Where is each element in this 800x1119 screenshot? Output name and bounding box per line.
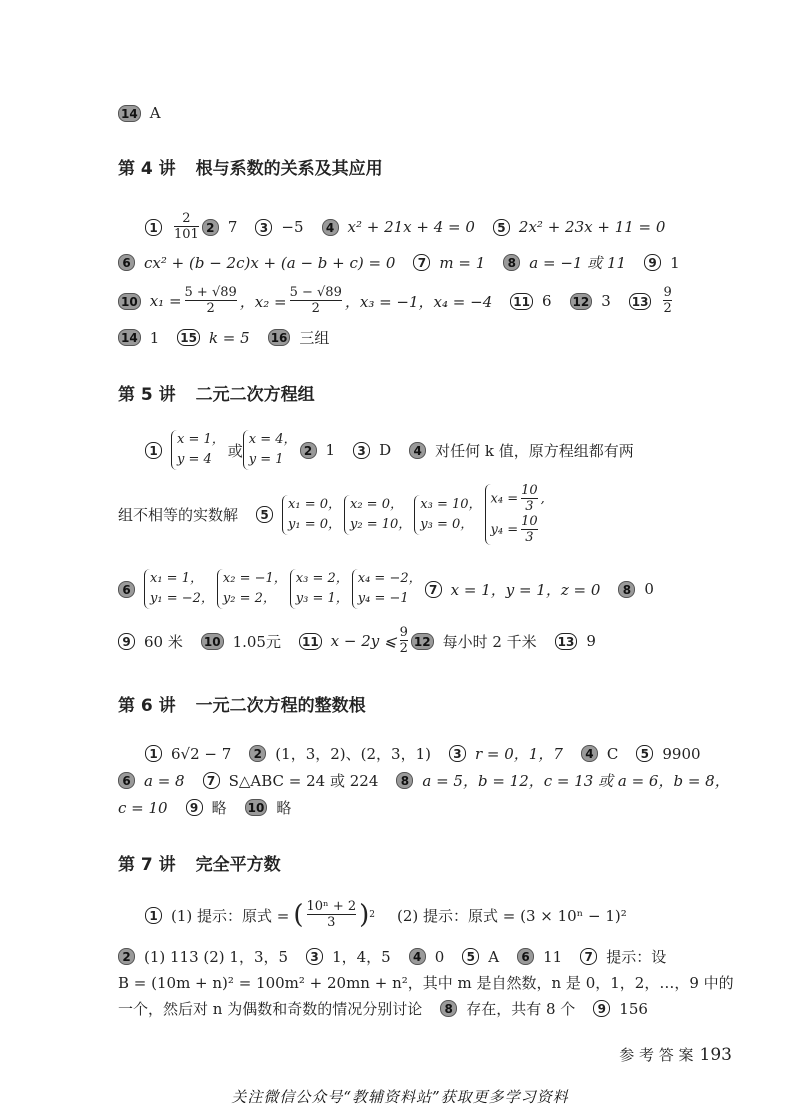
equation-system: x₃ = 2， y₃ = 1， — [290, 569, 349, 609]
answer-value: ，x₃ = −1，x₄ = −4 — [344, 292, 493, 311]
fraction: $\frac{5 - √89}{2}$ — [289, 285, 342, 316]
answer-number-badge: 6 — [118, 254, 135, 271]
answer-value: x₁ = — [149, 292, 182, 310]
answer-value: (1) 113 (2) 1，3，5 — [144, 948, 289, 966]
answer-value: 1 — [149, 328, 160, 347]
answer-value: (1) 提示：原式 = — [171, 906, 290, 925]
answer-number-badge: 6 — [517, 948, 534, 965]
answer-value: 提示：设 — [606, 948, 667, 966]
answer-number-badge: 7 — [580, 948, 597, 965]
lecture-number: 第 7 讲 — [118, 855, 176, 875]
answer-value: 9 — [586, 632, 596, 650]
answer-number-badge: 9 — [118, 633, 135, 650]
answer-value: 3 — [601, 292, 611, 310]
equation-system: x = 1， y = 4 — [171, 430, 225, 470]
answer-value: k = 5 — [208, 328, 250, 347]
answer-line — [145, 743, 701, 764]
fraction: $\frac{2}{101}$ — [174, 211, 199, 242]
section-heading — [118, 691, 366, 716]
answer-number-badge: 3 — [306, 948, 323, 965]
answer-number-badge: 5 — [462, 948, 479, 965]
equation-system: x₄ = −2， y₄ = −1 — [352, 569, 422, 609]
answer-value: −5 — [281, 218, 304, 236]
answer-number-badge: 2 — [300, 442, 317, 459]
answer-value: B = (10m + n)² = 100m² + 20mn + n²，其中 m 是自然数，n 是 0，1，2，…，9 中的 — [118, 974, 734, 992]
answer-number-badge: 4 — [409, 442, 426, 459]
answer-value: C — [606, 744, 619, 763]
answer-value: a = −1 或 11 — [529, 254, 627, 272]
answer-value: 略 — [276, 799, 292, 817]
answer-number-badge: 1 — [145, 907, 162, 924]
answer-value: m = 1 — [439, 253, 486, 272]
answer-number-badge: 14 — [118, 105, 141, 122]
page-footer — [619, 1044, 732, 1065]
answer-value: 对任何 k 值，原方程组都有两 — [435, 441, 634, 460]
answer-number-badge: 16 — [268, 329, 291, 346]
answer-line — [118, 569, 654, 609]
answer-number-badge: 2 — [202, 219, 219, 236]
fraction: $\frac{\text{10ⁿ + 2}}{3}$ — [306, 899, 357, 930]
answer-line: 1 (1) 提示：原式 = ( $\frac{\text{10ⁿ + 2}}{3}$ ) 2 (2) 提示：原式 = (3 × 10ⁿ − 1)² — [145, 900, 627, 930]
answer-number-badge: 3 — [353, 442, 370, 459]
answer-value: 2x² + 23x + 11 = 0 — [518, 218, 666, 236]
answer-value: (1，3，2)、(2，3，1) — [275, 745, 431, 763]
equation-system: x₃ = 10， y₃ = 0， — [414, 495, 481, 535]
answer-value: (2) 提示：原式 = (3 × 10ⁿ − 1)² — [397, 906, 627, 925]
equation-system: x₁ = 0， y₁ = 0， — [282, 495, 341, 535]
equation-system: x = 4， y = 1 — [243, 430, 297, 470]
answer-line — [118, 972, 734, 993]
fraction: $\frac{5 + √89}{2}$ — [184, 285, 237, 316]
section-heading — [118, 154, 383, 179]
lecture-title: 二元二次方程组 — [195, 385, 315, 405]
answer-number-badge: 12 — [570, 293, 593, 310]
section-heading — [118, 850, 281, 875]
answer-value: 6 — [541, 292, 552, 310]
answer-line — [118, 484, 548, 545]
answer-value: 或 — [227, 441, 243, 460]
fraction: $\frac{9}{2}$ — [663, 285, 672, 316]
footer-label: 参 考 答 案 — [619, 1046, 694, 1064]
answer-number-badge: 5 — [636, 745, 653, 762]
equation-system: x₂ = 0， y₂ = 10， — [344, 495, 411, 535]
answer-value: 0 — [434, 947, 445, 966]
answer-value: 1 — [325, 441, 336, 459]
answer-number-badge: 13 — [629, 293, 652, 310]
answer-value: 156 — [619, 999, 648, 1018]
answer-number-badge: 7 — [425, 581, 442, 598]
answer-number-badge: 10 — [245, 799, 268, 816]
answer-number-badge: 4 — [322, 219, 339, 236]
equation-system: x₁ = 1， y₁ = −2， — [144, 569, 214, 609]
answer-line — [118, 626, 596, 656]
answer-number-badge: 10 — [201, 633, 224, 650]
answer-value: 略 — [211, 799, 227, 817]
answer-value: x − 2y ⩽ — [330, 632, 397, 650]
answer-value: A — [149, 104, 161, 122]
answer-number-badge: 5 — [256, 506, 273, 523]
lecture-number: 第 5 讲 — [118, 385, 176, 405]
watermark-text: 关注微信公众号“教辅资料站”获取更多学习资料 — [231, 1088, 569, 1106]
answer-number-badge: 3 — [449, 745, 466, 762]
answer-line — [118, 104, 161, 122]
equation-system: x₂ = −1， y₂ = 2， — [217, 569, 287, 609]
answer-value: x² + 21x + 4 = 0 — [347, 218, 475, 236]
lecture-number: 第 6 讲 — [118, 696, 176, 716]
answer-line — [118, 252, 680, 273]
answer-number-badge: 9 — [186, 799, 203, 816]
answer-value: x = 1，y = 1，z = 0 — [450, 580, 601, 599]
answer-number-badge: 7 — [203, 772, 220, 789]
fraction: $\frac{9}{2}$ — [399, 625, 408, 656]
answer-number-badge: 7 — [413, 254, 430, 271]
answer-number-badge: 8 — [618, 581, 635, 598]
lecture-title: 根与系数的关系及其应用 — [195, 159, 383, 179]
answer-value: 一个，然后对 n 为偶数和奇数的情况分别讨论 — [118, 1000, 423, 1018]
answer-number-badge: 8 — [503, 254, 520, 271]
answer-number-badge: 9 — [644, 254, 661, 271]
answer-number-badge: 14 — [118, 329, 141, 346]
answer-value: a = 5，b = 12，c = 13 或 a = 6，b = 8， — [422, 772, 730, 790]
answer-value: 组不相等的实数解 — [118, 506, 239, 524]
answer-value: a = 8 — [144, 771, 185, 790]
answer-value: 三组 — [299, 329, 330, 347]
answer-number-badge: 11 — [510, 293, 533, 310]
equation-system: x₄ = $\frac{10}{3}$ , y₄ = $\frac{10}{3}$ — [485, 484, 545, 545]
answer-line — [145, 430, 634, 470]
answer-value: 6√2 − 7 — [171, 744, 232, 763]
answer-value: 60 米 — [144, 632, 183, 651]
answer-number-badge: 15 — [177, 329, 200, 346]
answer-line — [118, 797, 291, 818]
answer-value: A — [488, 947, 500, 966]
answer-value: 0 — [644, 580, 654, 598]
answer-number-badge: 13 — [555, 633, 578, 650]
answer-value: r = 0，1，7 — [474, 745, 563, 763]
answer-value: 1 — [670, 253, 680, 272]
answer-value: 7 — [227, 218, 238, 236]
answer-value: 存在，共有 8 个 — [466, 1000, 576, 1018]
answer-number-badge: 2 — [249, 745, 266, 762]
answer-number-badge: 8 — [440, 1000, 457, 1017]
answer-number-badge: 1 — [145, 745, 162, 762]
answer-line — [118, 946, 666, 967]
answer-line — [118, 327, 329, 348]
answer-value: cx² + (b − 2c)x + (a − b + c) = 0 — [144, 253, 396, 272]
answer-number-badge: 10 — [118, 293, 141, 310]
answer-number-badge: 11 — [299, 633, 322, 650]
answer-value: ，x₂ = — [239, 292, 287, 311]
answer-number-badge: 6 — [118, 772, 135, 789]
lecture-number: 第 4 讲 — [118, 159, 176, 179]
answer-number-badge: 8 — [396, 772, 413, 789]
answer-value: 1，4，5 — [332, 948, 391, 966]
answer-line — [145, 212, 665, 242]
answer-number-badge: 12 — [411, 633, 434, 650]
section-heading — [118, 380, 315, 405]
answer-number-badge: 6 — [118, 581, 135, 598]
answer-number-badge: 4 — [581, 745, 598, 762]
answer-value: 每小时 2 千米 — [442, 632, 537, 651]
answer-line — [118, 998, 648, 1019]
answer-value: S△ABC = 24 或 224 — [228, 772, 379, 790]
answer-number-badge: 9 — [593, 1000, 610, 1017]
answer-line — [118, 286, 675, 316]
answer-number-badge: 5 — [493, 219, 510, 236]
page-number: 193 — [699, 1045, 732, 1065]
answer-number-badge: 3 — [255, 219, 272, 236]
answer-value: 9900 — [662, 744, 701, 763]
answer-value: 1.05元 — [232, 632, 281, 651]
answer-number-badge: 1 — [145, 219, 162, 236]
answer-number-badge: 1 — [145, 442, 162, 459]
answer-value: D — [379, 441, 392, 459]
lecture-title: 一元二次方程的整数根 — [195, 696, 366, 716]
lecture-title: 完全平方数 — [195, 855, 281, 875]
answer-value: c = 10 — [118, 798, 168, 817]
answer-value: 11 — [543, 947, 563, 966]
answer-number-badge: 4 — [409, 948, 426, 965]
answer-number-badge: 2 — [118, 948, 135, 965]
answer-line — [118, 770, 730, 791]
